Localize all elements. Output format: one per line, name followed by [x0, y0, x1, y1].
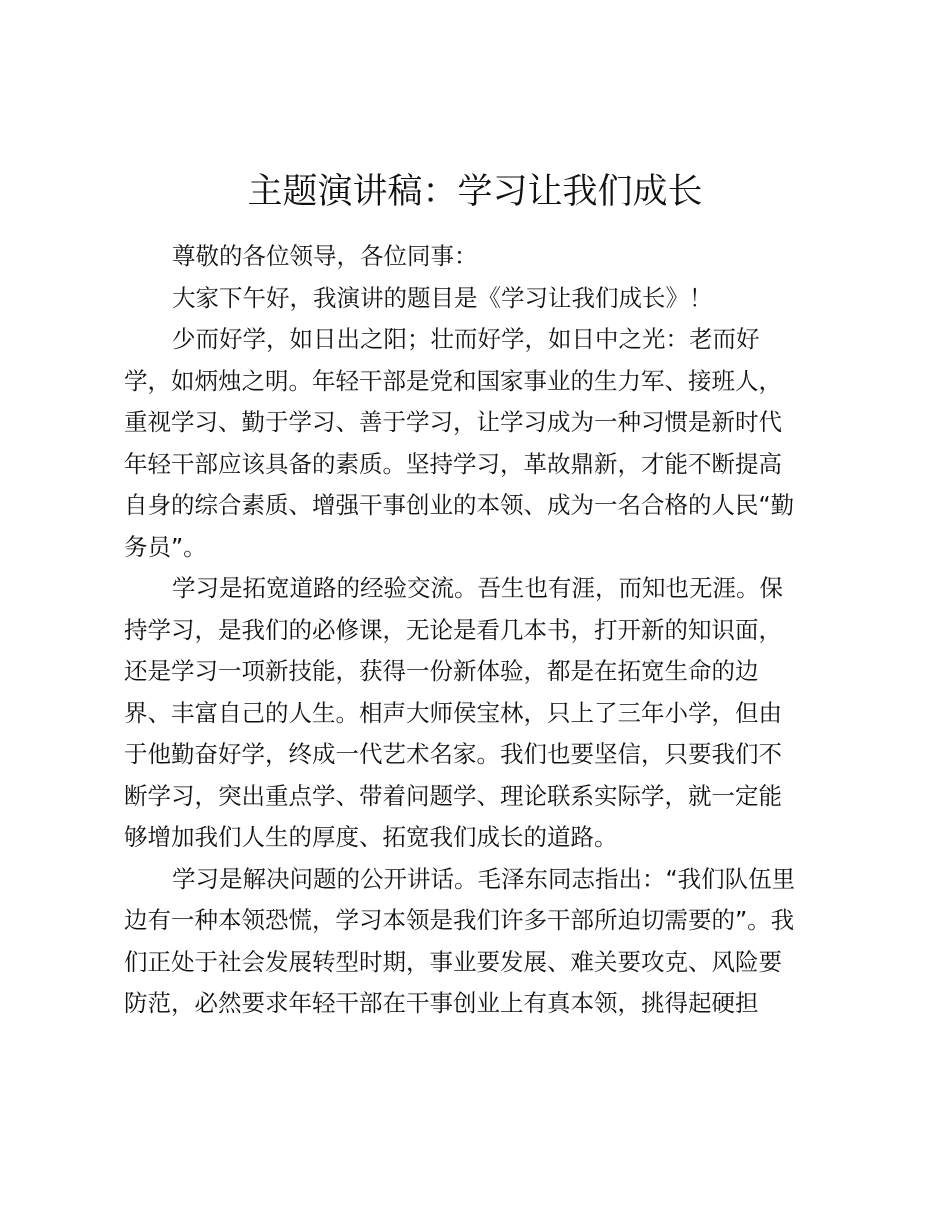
text-line: 断学习，突出重点学、带着问题学、理论联系实际学，就一定能: [124, 781, 782, 810]
text-line: 大家下午好，我演讲的题目是《学习让我们成长》！: [172, 283, 713, 312]
text-line: 务员”。: [124, 532, 207, 561]
text-line: 重视学习、勤于学习、善于学习，让学习成为一种习惯是新时代: [124, 408, 782, 436]
text-line: 学习是拓宽道路的经验交流。吾生也有涯，而知也无涯。保: [172, 574, 783, 602]
text-line: 学习是解决问题的公开讲话。毛泽东同志指出：“我们队伍里: [172, 864, 796, 893]
text-line: 还是学习一项新技能，获得一份新体验，都是在拓宽生命的边: [124, 657, 759, 685]
text-line: 够增加我们人生的厚度、拓宽我们成长的道路。: [124, 823, 618, 851]
document-body: [124, 236, 834, 1025]
text-line: 于他勤奋好学，终成一代艺术名家。我们也要坚信，只要我们不: [124, 740, 782, 768]
text-line: 持学习，是我们的必修课，无论是看几本书，打开新的知识面，: [124, 615, 782, 644]
text-line: 学，如炳烛之明。年轻干部是党和国家事业的生力军、接班人，: [124, 366, 782, 395]
text-line: 们正处于社会发展转型时期，事业要发展、难关要攻克、风险要: [124, 947, 782, 976]
document-title: 主题演讲稿：学习让我们成长: [247, 172, 703, 212]
text-line: 自身的综合素质、增强干事创业的本领、成为一名合格的人民“勤: [124, 491, 795, 519]
text-line: 尊敬的各位领导，各位同事：: [172, 242, 478, 270]
text-line: 少而好学，如日出之阳；壮而好学，如日中之光：老而好: [172, 325, 760, 353]
text-line: 年轻干部应该具备的素质。坚持学习，革故鼎新，才能不断提高: [124, 449, 782, 478]
text-line: 防范，必然要求年轻干部在干事创业上有真本领，挑得起硬担: [124, 989, 759, 1017]
text-line: 界、丰富自己的人生。相声大师侯宝林，只上了三年小学，但由: [124, 698, 782, 727]
text-line: 边有一种本领恐慌，学习本领是我们许多干部所迫切需要的”。我: [124, 906, 795, 934]
